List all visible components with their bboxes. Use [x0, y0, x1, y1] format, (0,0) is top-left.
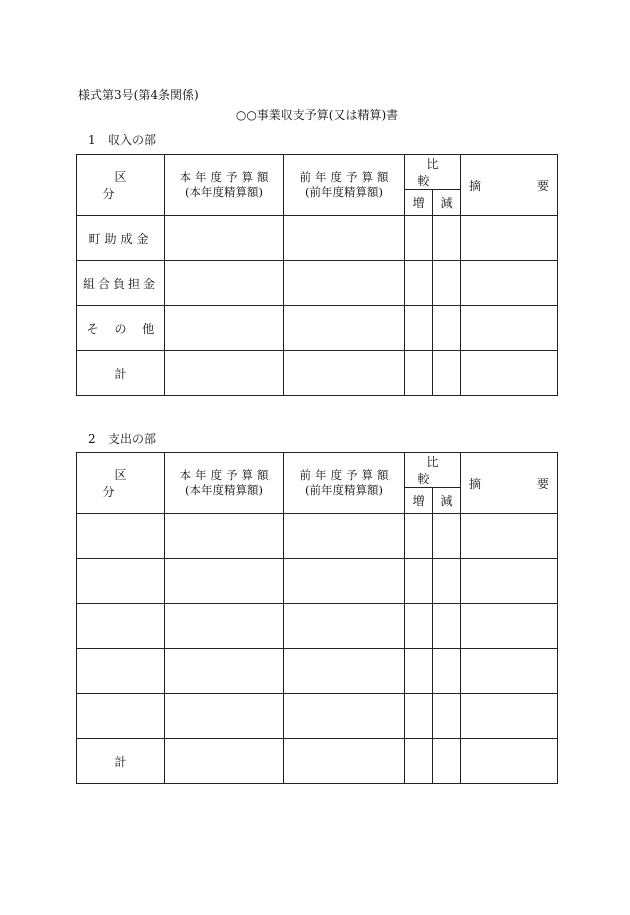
decrease-cell[interactable]	[433, 514, 461, 559]
decrease-cell[interactable]	[433, 649, 461, 694]
header-decrease: 減	[433, 190, 461, 216]
increase-cell[interactable]	[405, 559, 433, 604]
increase-cell[interactable]	[405, 216, 433, 261]
document-title: ○○事業収支予算(又は精算)書	[235, 108, 399, 122]
header-category: 区分	[77, 453, 165, 514]
category-cell[interactable]	[77, 649, 165, 694]
expense-section-number: 2	[88, 432, 96, 446]
current-amount-cell[interactable]	[165, 649, 284, 694]
decrease-cell[interactable]	[433, 559, 461, 604]
header-increase: 増	[405, 190, 433, 216]
remarks-cell[interactable]	[461, 604, 558, 649]
table-row	[77, 649, 558, 694]
increase-cell[interactable]	[405, 351, 433, 396]
header-comparison: 比較	[405, 453, 461, 488]
increase-cell[interactable]	[405, 514, 433, 559]
table-row	[77, 261, 558, 306]
remarks-cell[interactable]	[461, 559, 558, 604]
previous-amount-cell[interactable]	[284, 216, 405, 261]
table-row	[77, 694, 558, 739]
table-row	[77, 514, 558, 559]
previous-amount-cell[interactable]	[284, 306, 405, 351]
header-category: 区分	[77, 155, 165, 216]
remarks-cell[interactable]	[461, 351, 558, 396]
increase-cell[interactable]	[405, 694, 433, 739]
header-previous-year: 前年度予算額 (前年度精算額)	[284, 155, 405, 216]
total-row	[77, 739, 558, 784]
table-row	[77, 216, 558, 261]
table-row	[77, 559, 558, 604]
total-label: 計	[77, 351, 165, 396]
current-amount-cell[interactable]	[165, 739, 284, 784]
increase-cell[interactable]	[405, 261, 433, 306]
row-label: そ の 他	[77, 306, 165, 351]
category-cell[interactable]	[77, 559, 165, 604]
row-label: 組合負担金	[77, 261, 165, 306]
expense-section-title: 支出の部	[108, 432, 157, 446]
remarks-cell[interactable]	[461, 694, 558, 739]
previous-amount-cell[interactable]	[284, 649, 405, 694]
previous-amount-cell[interactable]	[284, 351, 405, 396]
category-cell[interactable]	[77, 694, 165, 739]
remarks-cell[interactable]	[461, 261, 558, 306]
form-number-label: 様式第3号(第4条関係)	[78, 88, 199, 102]
income-section-number: 1	[88, 133, 96, 147]
current-amount-cell[interactable]	[165, 694, 284, 739]
remarks-cell[interactable]	[461, 649, 558, 694]
previous-amount-cell[interactable]	[284, 261, 405, 306]
previous-amount-cell[interactable]	[284, 694, 405, 739]
table-row	[77, 604, 558, 649]
decrease-cell[interactable]	[433, 739, 461, 784]
current-amount-cell[interactable]	[165, 261, 284, 306]
increase-cell[interactable]	[405, 649, 433, 694]
header-remarks: 摘 要	[461, 155, 558, 216]
remarks-cell[interactable]	[461, 216, 558, 261]
header-decrease: 減	[433, 488, 461, 514]
current-amount-cell[interactable]	[165, 216, 284, 261]
income-section-title: 収入の部	[108, 133, 157, 147]
current-amount-cell[interactable]	[165, 514, 284, 559]
income-table	[76, 154, 558, 396]
current-amount-cell[interactable]	[165, 306, 284, 351]
previous-amount-cell[interactable]	[284, 604, 405, 649]
header-remarks: 摘 要	[461, 453, 558, 514]
previous-amount-cell[interactable]	[284, 514, 405, 559]
category-cell[interactable]	[77, 604, 165, 649]
expense-table	[76, 452, 558, 784]
decrease-cell[interactable]	[433, 604, 461, 649]
remarks-cell[interactable]	[461, 306, 558, 351]
remarks-cell[interactable]	[461, 514, 558, 559]
increase-cell[interactable]	[405, 739, 433, 784]
decrease-cell[interactable]	[433, 694, 461, 739]
header-comparison: 比較	[405, 155, 461, 190]
decrease-cell[interactable]	[433, 351, 461, 396]
total-row	[77, 351, 558, 396]
current-amount-cell[interactable]	[165, 559, 284, 604]
decrease-cell[interactable]	[433, 216, 461, 261]
income-section-heading	[88, 131, 156, 148]
header-previous-year: 前年度予算額 (前年度精算額)	[284, 453, 405, 514]
decrease-cell[interactable]	[433, 306, 461, 351]
expense-section-heading	[88, 430, 156, 447]
row-label: 町助成金	[77, 216, 165, 261]
header-current-year: 本年度予算額 (本年度精算額)	[165, 155, 284, 216]
decrease-cell[interactable]	[433, 261, 461, 306]
table-row	[77, 306, 558, 351]
increase-cell[interactable]	[405, 306, 433, 351]
previous-amount-cell[interactable]	[284, 559, 405, 604]
total-label: 計	[77, 739, 165, 784]
current-amount-cell[interactable]	[165, 351, 284, 396]
increase-cell[interactable]	[405, 604, 433, 649]
current-amount-cell[interactable]	[165, 604, 284, 649]
header-increase: 増	[405, 488, 433, 514]
previous-amount-cell[interactable]	[284, 739, 405, 784]
category-cell[interactable]	[77, 514, 165, 559]
header-current-year: 本年度予算額 (本年度精算額)	[165, 453, 284, 514]
remarks-cell[interactable]	[461, 739, 558, 784]
